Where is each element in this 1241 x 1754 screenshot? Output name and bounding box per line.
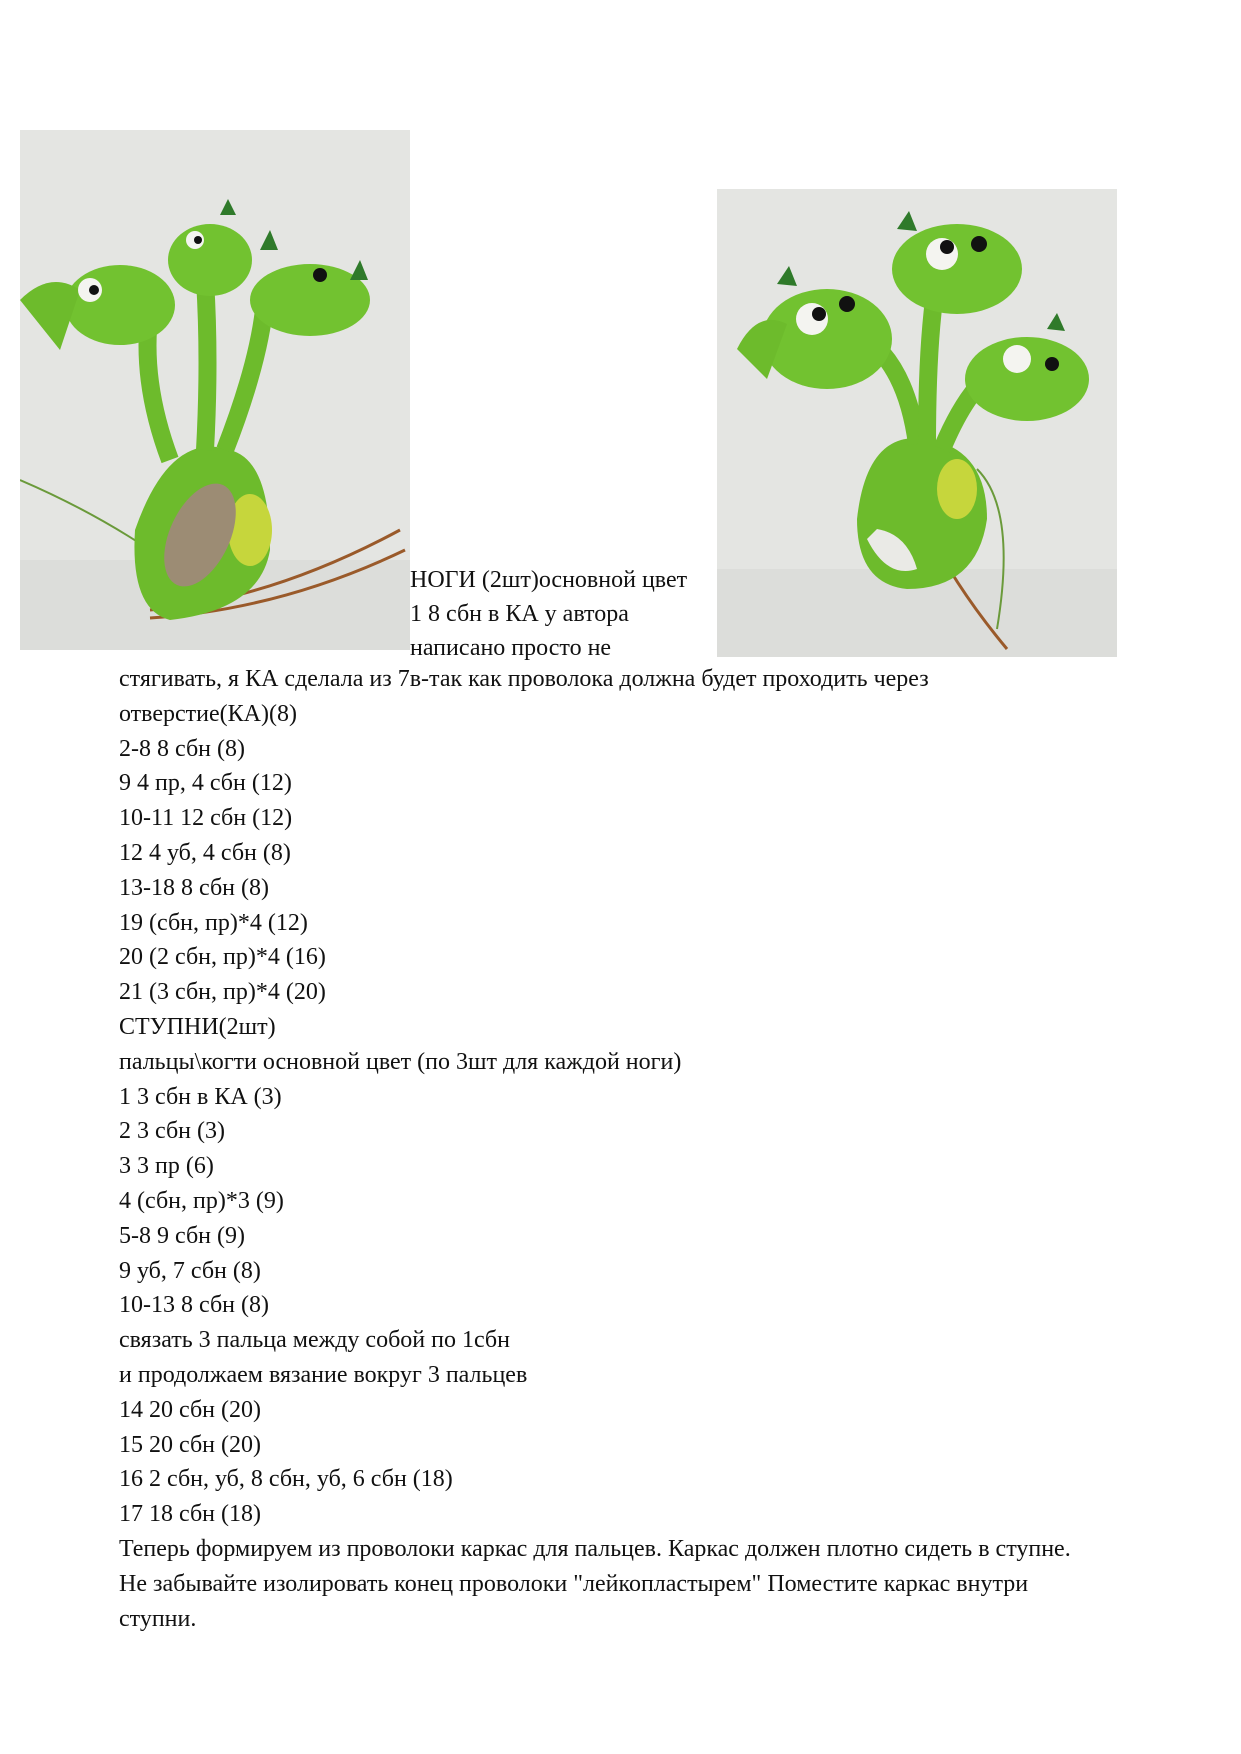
text-line: связать 3 пальца между собой по 1сбн (119, 1327, 510, 1354)
text-line: 21 (3 сбн, пр)*4 (20) (119, 979, 326, 1006)
crochet-dragon-photo-left (20, 130, 410, 650)
text-line: Не забывайте изолировать конец проволоки "лейкопластырем" Поместите каркас внутри (119, 1570, 1029, 1597)
section-heading-feet: СТУПНИ(2шт) (119, 1013, 276, 1040)
text-line: 17 18 сбн (18) (119, 1501, 261, 1528)
text-line: 5-8 9 сбн (9) (119, 1222, 245, 1249)
text-line: 3 3 пр (6) (119, 1153, 214, 1180)
text-line: стягивать, я КА сделала из 7в-так как проволока должна будет проходить через (119, 666, 929, 692)
intro-line-3: написано просто не (410, 635, 612, 661)
text-line: 1 3 сбн в КА (3) (119, 1083, 282, 1110)
intro-line-1: НОГИ (2шт)основной цвет (410, 567, 688, 593)
text-line: 2 3 сбн (3) (119, 1118, 225, 1145)
text-line: Теперь формируем из проволоки каркас для пальцев. Каркас должен плотно сидеть в ступне. (119, 1535, 1071, 1562)
text-line: 9 4 пр, 4 сбн (12) (119, 770, 292, 797)
crochet-dragon-photo-right (717, 189, 1117, 657)
text-line: 9 уб, 7 сбн (8) (119, 1257, 261, 1284)
text-line: 10-11 12 сбн (12) (119, 805, 293, 832)
text-line: пальцы\когти основной цвет (по 3шт для каждой ноги) (119, 1048, 682, 1075)
intro-line-2: 1 8 сбн в КА у автора (410, 601, 629, 627)
pattern-text (119, 662, 1219, 1636)
text-line: и продолжаем вязание вокруг 3 пальцев (119, 1361, 528, 1388)
text-line: 20 (2 сбн, пр)*4 (16) (119, 944, 326, 971)
text-line: 14 20 сбн (20) (119, 1396, 261, 1423)
text-line: 2-8 8 сбн (8) (119, 735, 245, 762)
text-line: 16 2 сбн, уб, 8 сбн, уб, 6 сбн (18) (119, 1466, 453, 1493)
text-line: 10-13 8 сбн (8) (119, 1292, 269, 1319)
text-line: 4 (сбн, пр)*3 (9) (119, 1187, 284, 1214)
text-line: отверстие(КА)(8) (119, 700, 297, 727)
text-line: 12 4 уб, 4 сбн (8) (119, 839, 291, 866)
text-line: 13-18 8 сбн (8) (119, 874, 269, 901)
text-line: 19 (сбн, пр)*4 (12) (119, 909, 308, 936)
text-line: ступни. (119, 1605, 197, 1632)
text-line: 15 20 сбн (20) (119, 1431, 261, 1458)
